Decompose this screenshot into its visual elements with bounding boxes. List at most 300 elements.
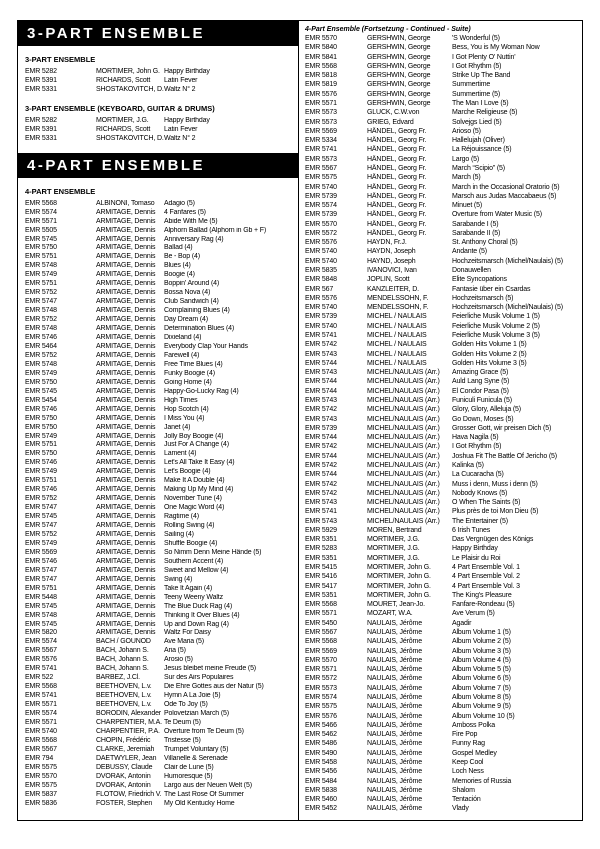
catalog-row bbox=[18, 77, 298, 86]
catalog-row bbox=[299, 665, 582, 674]
ref-number: EMR 5748 bbox=[25, 611, 57, 619]
catalog-row bbox=[299, 387, 582, 396]
composer-name: HAYDN, Joseph bbox=[367, 248, 416, 256]
piece-title: Hochzeitsmarsch (Michel/Naulais) (5) bbox=[452, 257, 563, 265]
catalog-row bbox=[18, 782, 298, 791]
piece-title: Album Volume 3 (5) bbox=[452, 647, 511, 655]
piece-title: Ragtime (4) bbox=[164, 513, 199, 521]
composer-name: MICHEL/NAULAIS (Arr.) bbox=[367, 387, 440, 395]
piece-title: La Réjouissance (5) bbox=[452, 146, 512, 154]
catalog-row bbox=[299, 637, 582, 646]
piece-title: Solvejgs Lied (5) bbox=[452, 118, 502, 126]
ref-number: EMR 5334 bbox=[305, 137, 337, 145]
catalog-row bbox=[299, 164, 582, 173]
catalog-row bbox=[299, 730, 582, 739]
section-3-part bbox=[18, 55, 298, 95]
ref-number: EMR 5569 bbox=[305, 647, 337, 655]
composer-name: MICHEL/NAULAIS (Arr.) bbox=[367, 378, 440, 386]
composer-name: KANZLEITER, D. bbox=[367, 285, 419, 293]
ref-number: EMR 5740 bbox=[305, 183, 337, 191]
composer-name: ARMITAGE, Dennis bbox=[96, 271, 156, 279]
composer-name: NAULAIS, Jérôme bbox=[367, 703, 422, 711]
composer-name: MICHEL/NAULAIS (Arr.) bbox=[367, 424, 440, 432]
composer-name: ARMITAGE, Dennis bbox=[96, 334, 156, 342]
catalog-row bbox=[18, 388, 298, 397]
composer-name: NAULAIS, Jérôme bbox=[367, 731, 422, 739]
ref-number: EMR 5569 bbox=[25, 548, 57, 556]
composer-name: ARMITAGE, Dennis bbox=[96, 530, 156, 538]
piece-title: The Entertainer (5) bbox=[452, 517, 508, 525]
catalog-row bbox=[299, 210, 582, 219]
ref-number: EMR 5744 bbox=[305, 471, 337, 479]
catalog-row bbox=[18, 209, 298, 218]
piece-title: Agadir bbox=[452, 619, 472, 627]
piece-title: My Old Kentucky Home bbox=[164, 799, 235, 807]
piece-title: Latin Fever bbox=[164, 125, 198, 133]
piece-title: Hymn A La Joie (5) bbox=[164, 692, 221, 700]
ref-number: EMR 5740 bbox=[305, 257, 337, 265]
ref-number: EMR 5750 bbox=[25, 450, 57, 458]
catalog-row bbox=[299, 285, 582, 294]
piece-title: Amboss Polka bbox=[452, 721, 495, 729]
catalog-row bbox=[299, 433, 582, 442]
ref-number: EMR 5819 bbox=[305, 81, 337, 89]
ref-number: EMR 5574 bbox=[25, 638, 57, 646]
catalog-row bbox=[299, 526, 582, 535]
piece-title: Album Volume 2 (5) bbox=[452, 638, 511, 646]
ref-number: EMR 5486 bbox=[305, 740, 337, 748]
composer-name: BORODIN, Alexander bbox=[96, 710, 161, 718]
piece-title: Be - Bop (4) bbox=[164, 253, 200, 261]
catalog-row bbox=[18, 540, 298, 549]
catalog-row bbox=[18, 773, 298, 782]
ref-number: EMR 5568 bbox=[25, 199, 57, 207]
ref-number: EMR 5417 bbox=[305, 582, 337, 590]
piece-title: St. Anthony Choral (5) bbox=[452, 239, 518, 247]
catalog-row bbox=[18, 513, 298, 522]
piece-title: Ballad (4) bbox=[164, 244, 193, 252]
catalog-row bbox=[18, 271, 298, 280]
ref-number: EMR 5571 bbox=[25, 719, 57, 726]
catalog-row bbox=[299, 609, 582, 618]
ref-number: EMR 5574 bbox=[25, 710, 57, 718]
catalog-row bbox=[18, 86, 298, 95]
catalog-row bbox=[299, 303, 582, 312]
catalog-row bbox=[18, 531, 298, 540]
piece-title: Dixieland (4) bbox=[164, 334, 202, 342]
composer-name: SHOSTAKOVITCH, D. bbox=[96, 134, 164, 142]
ref-number: EMR 5573 bbox=[305, 684, 337, 692]
ref-number: EMR 5741 bbox=[25, 665, 57, 673]
composer-name: ARMITAGE, Dennis bbox=[96, 262, 156, 270]
composer-name: HÄNDEL, Georg Fr. bbox=[367, 192, 427, 200]
catalog-row bbox=[299, 331, 582, 340]
composer-name: HÄNDEL, Georg Fr. bbox=[367, 211, 427, 219]
piece-title: Determination Blues (4) bbox=[164, 325, 235, 333]
ref-number: EMR 5747 bbox=[25, 575, 57, 583]
ref-number: EMR 5752 bbox=[25, 495, 57, 503]
piece-title: Vlady bbox=[452, 805, 469, 813]
ref-number: EMR 5835 bbox=[305, 267, 337, 275]
catalog-row bbox=[18, 253, 298, 262]
ref-number: EMR 5576 bbox=[305, 294, 337, 302]
composer-name: JOPLIN, Scott bbox=[367, 276, 410, 284]
piece-title: Sur des Airs Populaires bbox=[164, 674, 234, 682]
composer-name: ARMITAGE, Dennis bbox=[96, 548, 156, 556]
ref-number: EMR 5841 bbox=[305, 53, 337, 61]
catalog-row bbox=[299, 517, 582, 526]
catalog-row bbox=[18, 737, 298, 746]
catalog-row bbox=[299, 498, 582, 507]
catalog-row bbox=[299, 767, 582, 776]
composer-name: BACH / GOUNOD bbox=[96, 638, 151, 646]
composer-name: ARMITAGE, Dennis bbox=[96, 342, 156, 350]
composer-name: NAULAIS, Jérôme bbox=[367, 656, 422, 664]
catalog-row bbox=[299, 702, 582, 711]
composer-name: MICHEL / NAULAIS bbox=[367, 359, 427, 367]
piece-title: Free Time Blues (4) bbox=[164, 360, 223, 368]
composer-name: BACH, Johann S. bbox=[96, 647, 149, 655]
catalog-row bbox=[299, 693, 582, 702]
composer-name: ARMITAGE, Dennis bbox=[96, 450, 156, 458]
ref-number: EMR 5751 bbox=[25, 584, 57, 592]
composer-name: NAULAIS, Jérôme bbox=[367, 805, 422, 813]
ref-number: EMR 5747 bbox=[25, 566, 57, 574]
ref-number: EMR 5568 bbox=[305, 601, 337, 609]
catalog-row bbox=[299, 201, 582, 210]
composer-name: ARMITAGE, Dennis bbox=[96, 387, 156, 395]
catalog-row bbox=[299, 136, 582, 145]
piece-title: Feierliche Musik Volume 2 (5) bbox=[452, 322, 540, 330]
ref-number: EMR 5743 bbox=[305, 499, 337, 507]
catalog-row bbox=[18, 504, 298, 513]
catalog-row bbox=[299, 396, 582, 405]
composer-name: ARMITAGE, Dennis bbox=[96, 298, 156, 306]
piece-title: Everybody Clap Your Hands bbox=[164, 342, 248, 350]
ref-number: EMR 522 bbox=[25, 674, 54, 682]
ref-number: EMR 5748 bbox=[25, 325, 57, 333]
composer-name: ARMITAGE, Dennis bbox=[96, 423, 156, 431]
ref-number: EMR 5742 bbox=[305, 406, 337, 414]
piece-title: 4 Fanfares (5) bbox=[164, 208, 206, 216]
catalog-row bbox=[18, 486, 298, 495]
piece-title: Sarabande II (5) bbox=[452, 229, 501, 237]
catalog-row bbox=[299, 275, 582, 284]
piece-title: Album Volume 10 (5) bbox=[452, 712, 515, 720]
piece-title: Album Volume 8 (5) bbox=[452, 693, 511, 701]
piece-title: Ode To Joy (5) bbox=[164, 701, 208, 709]
catalog-row bbox=[18, 459, 298, 468]
composer-name: HÄNDEL, Georg Fr. bbox=[367, 155, 427, 163]
continued-heading: 4-Part Ensemble (Fortsetzung - Continued - Suite) bbox=[305, 26, 471, 33]
piece-title: Teeny Weeny Waltz bbox=[164, 593, 223, 601]
ref-number: EMR 5752 bbox=[25, 316, 57, 324]
composer-name: ARMITAGE, Dennis bbox=[96, 477, 156, 485]
catalog-row bbox=[299, 229, 582, 238]
composer-name: GERSHWIN, George bbox=[367, 81, 431, 89]
piece-title: 4 Part Ensemble Vol. 1 bbox=[452, 564, 520, 572]
ref-number: EMR 5464 bbox=[25, 342, 57, 350]
catalog-row bbox=[299, 470, 582, 479]
piece-title: Shalom bbox=[452, 786, 475, 794]
ref-number: EMR 5747 bbox=[25, 298, 57, 306]
composer-name: NAULAIS, Jérôme bbox=[367, 777, 422, 785]
composer-name: BEETHOVEN, L.v. bbox=[96, 683, 152, 691]
ref-number: EMR 5747 bbox=[25, 504, 57, 512]
composer-name: MICHEL/NAULAIS (Arr.) bbox=[367, 415, 440, 423]
ref-number: EMR 5570 bbox=[305, 35, 337, 42]
section-heading-3-part: 3-PART ENSEMBLE bbox=[25, 55, 96, 64]
composer-name: RICHARDS, Scott bbox=[96, 125, 151, 133]
composer-name: MICHEL / NAULAIS bbox=[367, 350, 427, 358]
composer-name: ARMITAGE, Dennis bbox=[96, 289, 156, 297]
catalog-row bbox=[299, 43, 582, 52]
piece-title: Memories of Russia bbox=[452, 777, 512, 785]
piece-title: Bess, You is My Woman Now bbox=[452, 44, 540, 52]
catalog-row bbox=[18, 415, 298, 424]
row-list-4-part bbox=[18, 200, 298, 809]
composer-name: IVANOVICI, Ivan bbox=[367, 267, 417, 275]
composer-name: DEBUSSY, Claude bbox=[96, 763, 153, 771]
piece-title: Adagio (5) bbox=[164, 199, 195, 207]
catalog-row bbox=[18, 800, 298, 809]
composer-name: MICHEL / NAULAIS bbox=[367, 332, 427, 339]
composer-name: GERSHWIN, George bbox=[367, 99, 431, 107]
composer-name: MORTIMER, John G. bbox=[367, 591, 431, 599]
catalog-row bbox=[299, 127, 582, 136]
ref-number: EMR 5573 bbox=[305, 109, 337, 117]
catalog-row bbox=[299, 591, 582, 600]
composer-name: ARMITAGE, Dennis bbox=[96, 208, 156, 216]
ref-number: EMR 5571 bbox=[305, 666, 337, 674]
ref-number: EMR 794 bbox=[25, 754, 54, 762]
ref-number: EMR 5745 bbox=[25, 235, 57, 243]
catalog-row bbox=[18, 746, 298, 755]
piece-title: Ave Maria (5) bbox=[164, 638, 204, 646]
composer-name: CHARPENTIER, P.A. bbox=[96, 727, 160, 735]
catalog-row bbox=[299, 535, 582, 544]
piece-title: Abide With Me (5) bbox=[164, 217, 218, 225]
composer-name: ARMITAGE, Dennis bbox=[96, 468, 156, 476]
catalog-row bbox=[18, 683, 298, 692]
ref-number: EMR 5739 bbox=[305, 313, 337, 321]
catalog-row bbox=[299, 405, 582, 414]
piece-title: March in the Occasional Oratorio (5) bbox=[452, 183, 560, 191]
ref-number: EMR 5745 bbox=[25, 602, 57, 610]
banner-4-part-ensemble: 4-PART ENSEMBLE bbox=[18, 153, 298, 178]
composer-name: HÄNDEL, Georg Fr. bbox=[367, 127, 427, 135]
piece-title: Alphorn Ballad (Alphorn in Gb + F) bbox=[164, 226, 267, 234]
catalog-row bbox=[18, 352, 298, 361]
ref-number: EMR 5331 bbox=[25, 85, 57, 93]
composer-name: HÄNDEL, Georg Fr. bbox=[367, 164, 427, 172]
composer-name: NAULAIS, Jérôme bbox=[367, 693, 422, 701]
ref-number: EMR 5573 bbox=[305, 118, 337, 126]
ref-number: EMR 5567 bbox=[25, 647, 57, 655]
piece-title: Strike Up The Band bbox=[452, 72, 511, 80]
piece-title: Largo (5) bbox=[452, 155, 480, 163]
composer-name: MICHEL/NAULAIS (Arr.) bbox=[367, 480, 440, 488]
catalog-row bbox=[299, 628, 582, 637]
ref-number: EMR 5351 bbox=[305, 591, 337, 599]
piece-title: Club Sandwich (4) bbox=[164, 298, 219, 306]
catalog-row bbox=[299, 220, 582, 229]
piece-title: Golden Hits Volume 3 (5) bbox=[452, 359, 527, 367]
piece-title: Bossa Nova (4) bbox=[164, 289, 211, 297]
ref-number: EMR 5415 bbox=[305, 564, 337, 572]
catalog-row bbox=[18, 692, 298, 701]
composer-name: MICHEL / NAULAIS bbox=[367, 341, 427, 349]
ref-number: EMR 5739 bbox=[305, 424, 337, 432]
composer-name: BARBEZ, J.Cl. bbox=[96, 674, 140, 682]
ref-number: EMR 5575 bbox=[25, 781, 57, 789]
ref-number: EMR 5740 bbox=[25, 727, 57, 735]
ref-number: EMR 567 bbox=[305, 285, 334, 293]
piece-title: Hop Scotch (4) bbox=[164, 405, 209, 413]
ref-number: EMR 5572 bbox=[305, 675, 337, 683]
ref-number: EMR 5748 bbox=[25, 360, 57, 368]
catalog-row bbox=[299, 600, 582, 609]
composer-name: ARMITAGE, Dennis bbox=[96, 539, 156, 547]
catalog-row bbox=[18, 710, 298, 719]
ref-number: EMR 5484 bbox=[305, 777, 337, 785]
ref-number: EMR 5750 bbox=[25, 378, 57, 386]
catalog-row bbox=[18, 126, 298, 135]
ref-number: EMR 5570 bbox=[305, 220, 337, 228]
piece-title: Farewell (4) bbox=[164, 351, 200, 359]
composer-name: ARMITAGE, Dennis bbox=[96, 495, 156, 503]
composer-name: RICHARDS, Scott bbox=[96, 76, 151, 84]
piece-title: Fire Pop bbox=[452, 731, 478, 739]
composer-name: NAULAIS, Jérôme bbox=[367, 786, 422, 794]
piece-title: Andante (5) bbox=[452, 248, 487, 256]
catalog-row bbox=[299, 350, 582, 359]
catalog-row bbox=[299, 786, 582, 795]
catalog-row bbox=[18, 236, 298, 245]
composer-name: CHARPENTIER, M.A. bbox=[96, 719, 162, 726]
ref-number: EMR 5739 bbox=[305, 211, 337, 219]
piece-title: Fantasie über ein Csardas bbox=[452, 285, 531, 293]
ref-number: EMR 5818 bbox=[305, 72, 337, 80]
piece-title: 4 Part Ensemble Vol. 2 bbox=[452, 573, 520, 581]
ref-number: EMR 5741 bbox=[305, 146, 337, 154]
ref-number: EMR 5574 bbox=[305, 693, 337, 701]
composer-name: ARMITAGE, Dennis bbox=[96, 360, 156, 368]
catalog-row bbox=[299, 619, 582, 628]
catalog-row bbox=[299, 452, 582, 461]
piece-title: Sailing (4) bbox=[164, 530, 194, 538]
piece-title: Album Volume 6 (5) bbox=[452, 675, 511, 683]
composer-name: CLARKE, Jeremiah bbox=[96, 745, 155, 753]
piece-title: Boogie (4) bbox=[164, 271, 195, 279]
composer-name: NAULAIS, Jérôme bbox=[367, 638, 422, 646]
ref-number: EMR 5743 bbox=[305, 517, 337, 525]
composer-name: MICHEL/NAULAIS (Arr.) bbox=[367, 517, 440, 525]
piece-title: Golden Hits Volume 2 (5) bbox=[452, 350, 527, 358]
piece-title: Hallelujah (Oliver) bbox=[452, 137, 505, 145]
ref-number: EMR 5743 bbox=[305, 415, 337, 423]
catalog-row bbox=[299, 804, 582, 813]
piece-title: Fanfare-Rondeau (5) bbox=[452, 601, 515, 609]
composer-name: ARMITAGE, Dennis bbox=[96, 235, 156, 243]
ref-number: EMR 5450 bbox=[305, 619, 337, 627]
ref-number: EMR 5458 bbox=[305, 758, 337, 766]
catalog-row bbox=[299, 563, 582, 572]
composer-name: ARMITAGE, Dennis bbox=[96, 486, 156, 494]
catalog-row bbox=[18, 585, 298, 594]
catalog-row bbox=[18, 674, 298, 683]
catalog-row bbox=[299, 582, 582, 591]
ref-number: EMR 5745 bbox=[25, 620, 57, 628]
composer-name: MORTIMER, John G. bbox=[367, 573, 431, 581]
piece-title: El Condor Pasa (5) bbox=[452, 387, 509, 395]
catalog-row bbox=[299, 247, 582, 256]
composer-name: GERSHWIN, George bbox=[367, 62, 431, 70]
piece-title: Marsch aus Judas Maccabaeus (5) bbox=[452, 192, 557, 200]
catalog-row bbox=[18, 316, 298, 325]
composer-name: MICHEL / NAULAIS bbox=[367, 313, 427, 321]
composer-name: NAULAIS, Jérôme bbox=[367, 712, 422, 720]
piece-title: I Miss You (4) bbox=[164, 414, 205, 422]
piece-title: Anniversary Rag (4) bbox=[164, 235, 224, 243]
piece-title: Ave Verum (5) bbox=[452, 610, 495, 618]
catalog-row bbox=[18, 307, 298, 316]
ref-number: EMR 5836 bbox=[25, 799, 57, 807]
catalog-row bbox=[299, 572, 582, 581]
catalog-row bbox=[299, 721, 582, 730]
composer-name: DVORAK, Antonin bbox=[96, 772, 151, 780]
catalog-row bbox=[299, 238, 582, 247]
ref-number: EMR 5568 bbox=[25, 736, 57, 744]
piece-title: The King's Pleasure bbox=[452, 591, 512, 599]
piece-title: Arosio (5) bbox=[164, 656, 193, 664]
ref-number: EMR 5747 bbox=[25, 522, 57, 530]
ref-number: EMR 5460 bbox=[305, 796, 337, 804]
ref-number: EMR 5748 bbox=[25, 307, 57, 315]
ref-number: EMR 5571 bbox=[25, 701, 57, 709]
piece-title: Tentación bbox=[452, 796, 481, 804]
piece-title: O When The Saints (5) bbox=[452, 499, 521, 507]
piece-title: Complaining Blues (4) bbox=[164, 307, 230, 315]
catalog-row bbox=[18, 647, 298, 656]
composer-name: MICHEL/NAULAIS (Arr.) bbox=[367, 489, 440, 497]
ref-number: EMR 5741 bbox=[305, 508, 337, 516]
ref-number: EMR 5752 bbox=[25, 289, 57, 297]
catalog-row bbox=[299, 461, 582, 470]
catalog-row bbox=[18, 397, 298, 406]
composer-name: NAULAIS, Jérôme bbox=[367, 768, 422, 776]
ref-number: EMR 5741 bbox=[305, 332, 337, 339]
composer-name: MORTIMER, John G. bbox=[96, 68, 160, 75]
composer-name: NAULAIS, Jérôme bbox=[367, 675, 422, 683]
catalog-row bbox=[299, 312, 582, 321]
composer-name: GRIEG, Edvard bbox=[367, 118, 414, 126]
ref-number: EMR 5575 bbox=[305, 703, 337, 711]
composer-name: ARMITAGE, Dennis bbox=[96, 217, 156, 225]
composer-name: NAULAIS, Jérôme bbox=[367, 629, 422, 636]
composer-name: NAULAIS, Jérôme bbox=[367, 758, 422, 766]
composer-name: HÄNDEL, Georg Fr. bbox=[367, 229, 427, 237]
catalog-row bbox=[299, 480, 582, 489]
piece-title: Hochzeitsmarsch (5) bbox=[452, 294, 514, 302]
composer-name: ARMITAGE, Dennis bbox=[96, 513, 156, 521]
piece-title: Humoresque (5) bbox=[164, 772, 213, 780]
composer-name: GERSHWIN, George bbox=[367, 72, 431, 80]
catalog-row bbox=[299, 359, 582, 368]
ref-number: EMR 5466 bbox=[305, 721, 337, 729]
ref-number: EMR 5837 bbox=[25, 790, 57, 798]
composer-name: ARMITAGE, Dennis bbox=[96, 414, 156, 422]
